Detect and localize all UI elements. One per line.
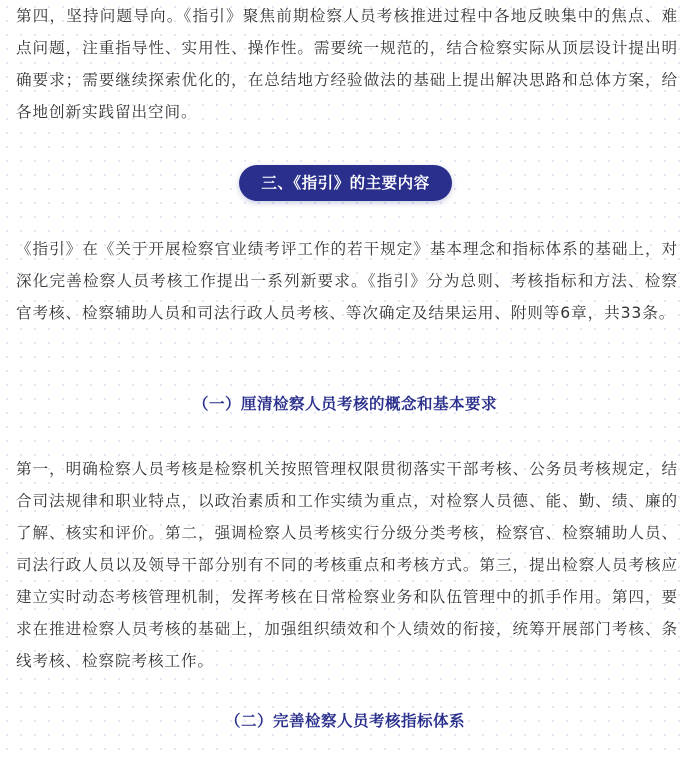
paragraph-guideline-overview: 《指引》在《关于开展检察官业绩考评工作的若干规定》基本理念和指标体系的基础上，对深化完善检察人员考核工作提出一系列新要求。《指引》分为总则、考核指标和方法、检察官考核、检察辅助人员和司法行政人员考核、等次确定及结果运用、附则等6章，共33条。 xyxy=(16,240,678,322)
subheading-concept-requirements: （一）厘清检察人员考核的概念和基本要求 xyxy=(192,395,497,413)
paragraph-assessment-details: 第一，明确检察人员考核是检察机关按照管理权限贯彻落实干部考核、公务员考核规定，结合司法规律和职业特点，以政治素质和工作实绩为重点，对检察人员德、能、勤、绩、廉的了解、核实和评价。第二，强调检察人员考核实行分级分类考核，检察官、检察辅助人员、司法行政人员以及领导干部分别有不同的考核重点和考核方式。第三，提出检察人员考核应建立实时动态考核管理机制，发挥考核在日常检察业务和队伍管理中的抓手作用。第四，要求在推进检察人员考核的基础上，加强组织绩效和个人绩效的衔接，统筹开展部门考核、条线考核、检察院考核工作。 xyxy=(16,460,678,670)
section-heading-main-content: 三、《指引》的主要内容 xyxy=(239,165,452,201)
subheading-indicator-system: （二）完善检察人员考核指标体系 xyxy=(224,712,465,730)
paragraph-problem-orientation: 第四，坚持问题导向。《指引》聚焦前期检察人员考核推进过程中各地反映集中的焦点、难点问题，注重指导性、实用性、操作性。需要统一规范的，结合检察实际从顶层设计提出明确要求；需要继续探索优化的，在总结地方经验做法的基础上提出解决思路和总体方案，给各地创新实践留出空间。 xyxy=(16,7,678,121)
